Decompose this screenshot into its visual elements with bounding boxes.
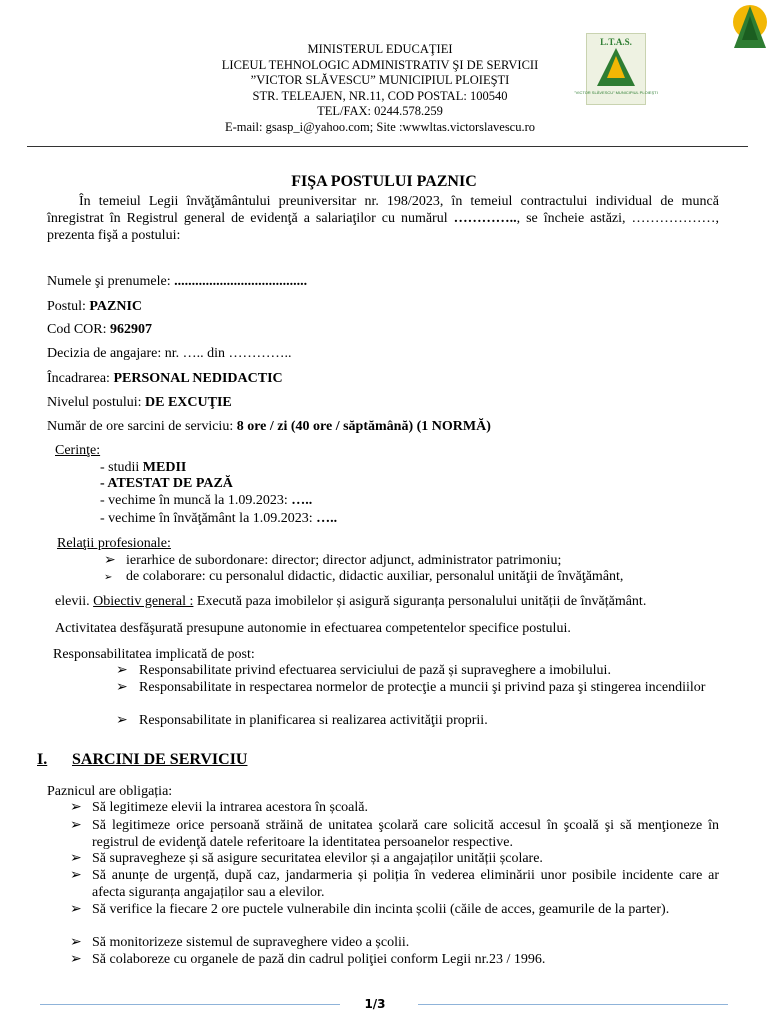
footer-line-left bbox=[40, 1004, 340, 1005]
arrow-bullet-icon: ➢ bbox=[116, 713, 128, 728]
field-ore-value: 8 ore / zi (40 ore / săptămână) (1 NORMĂ) bbox=[236, 419, 491, 434]
section-heading bbox=[37, 751, 247, 769]
obiectiv-line bbox=[55, 594, 646, 610]
arrow-bullet-icon: ➢ bbox=[70, 800, 82, 815]
vechime-munca-label: - vechime în muncă la 1.09.2023: bbox=[100, 493, 292, 508]
vechime-inv-label: - vechime în învăţământ la 1.09.2023: bbox=[100, 511, 317, 526]
responsabilitate-item bbox=[116, 663, 719, 680]
vechime-munca-value: ….. bbox=[291, 493, 313, 508]
field-post-label: Postul: bbox=[47, 299, 90, 314]
cerinte-label: Cerinţe: bbox=[55, 443, 101, 458]
field-name-value: ...................................... bbox=[174, 274, 308, 289]
field-incadrare-value: PERSONAL NEDIDACTIC bbox=[113, 371, 283, 386]
field-cor-label: Cod COR: bbox=[47, 322, 111, 337]
field-nivel-label: Nivelul postului: bbox=[47, 395, 145, 410]
section-number: I. bbox=[37, 751, 48, 768]
relatii-item bbox=[104, 569, 623, 585]
obligatie-item bbox=[70, 851, 719, 868]
header-line-school: LICEUL TEHNOLOGIC ADMINISTRATIV ŞI DE SERVICII bbox=[221, 57, 539, 72]
obiectiv-label: Obiectiv general : bbox=[93, 594, 194, 609]
relatii-continuation: elevii. bbox=[55, 594, 94, 609]
header-line-phone: TEL/FAX: 0244.578.259 bbox=[317, 104, 443, 119]
vechime-inv-value: ….. bbox=[316, 511, 338, 526]
obligatie-item bbox=[70, 935, 719, 952]
obligatie-item bbox=[70, 800, 719, 817]
field-incadrare bbox=[47, 371, 283, 387]
header-divider bbox=[27, 146, 748, 147]
obligatie-text: Să monitorizeze sistemul de supraveghere video a școlii. bbox=[92, 935, 410, 950]
field-ore-label: Număr de ore sarcini de serviciu: bbox=[47, 419, 237, 434]
header-line-name: ”VICTOR SLĂVESCU” MUNICIPIUL PLOIEŞTI bbox=[250, 73, 510, 88]
field-decizie: Decizia de angajare: nr. ….. din ………….. bbox=[47, 346, 292, 361]
corner-logo-icon bbox=[728, 0, 768, 52]
arrow-bullet-icon: ➢ bbox=[70, 851, 82, 866]
obligatie-item bbox=[70, 952, 719, 969]
intro-dots: ………….. bbox=[453, 211, 517, 226]
intro-text-1: În temeiul Legii învăţământului preuniversitar nr. 198/2023, în temeiul contractului individual de muncă înregistrat în Registrul general de evidenţă a salariaţilor cu numărul bbox=[47, 194, 719, 226]
relatii-item-text: ierarhice de subordonare: director; director adjunct, administrator patrimoniu; bbox=[126, 553, 562, 568]
header-line-contact: E-mail: gsasp_i@yahoo.com; Site :wwwltas.victorslavescu.ro bbox=[224, 119, 536, 134]
field-cor bbox=[47, 322, 152, 338]
arrow-bullet-icon: ➢ bbox=[70, 902, 82, 917]
field-name-label: Numele şi prenumele: bbox=[47, 274, 175, 289]
obligatie-text: Să legitimeze orice persoană străină de unitatea şcolară care solicită accesul în şcoală şi să menţioneze în registrul de evidenţă datele referitoare la identitatea persoanelor respective. bbox=[92, 818, 719, 850]
responsabilitate-text: Responsabilitate in respectarea normelor de protecţie a muncii şi privind paza şi stingerea incendiilor bbox=[139, 680, 706, 695]
institution-header bbox=[150, 42, 610, 136]
arrow-bullet-icon: ➢ bbox=[104, 553, 116, 568]
field-post bbox=[47, 299, 142, 315]
cerinte-vechime-inv bbox=[100, 511, 337, 527]
responsabilitate-item bbox=[116, 713, 719, 730]
obligatie-text: Să verifice la fiecare 2 ore puctele vulnerabile din incinta școlii (căile de acces, geamurile de la parter). bbox=[92, 902, 670, 917]
corner-logo bbox=[728, 0, 768, 52]
activitate-text: Activitatea desfăşurată presupune autonomie in efectuarea competentelor specifice postului. bbox=[55, 621, 571, 636]
obligatie-item bbox=[70, 868, 719, 901]
cerinte-studii-value: MEDII bbox=[142, 460, 187, 475]
school-logo bbox=[574, 33, 658, 105]
page-number: 1/3 bbox=[364, 997, 386, 1011]
obligatie-item bbox=[70, 902, 719, 919]
intro-paragraph bbox=[47, 193, 719, 244]
cerinte-studii bbox=[100, 460, 186, 476]
arrow-bullet-icon: ➢ bbox=[70, 952, 82, 967]
field-ore bbox=[47, 419, 491, 435]
logo-text: L.T.A.S. bbox=[600, 37, 632, 47]
intro-text-2: , se încheie astăzi, ………………, prezenta fişă a postului: bbox=[47, 211, 719, 243]
relatii-item-text: de colaborare: cu personalul didactic, didactic auxiliar, personalul unităţii de învăţământ, bbox=[126, 569, 624, 584]
obligatie-text: Să supravegheze și să asigure securitatea elevilor și a angajaților unității școlare. bbox=[92, 851, 543, 866]
field-incadrare-label: Încadrarea: bbox=[47, 371, 114, 386]
obligatie-text: Să legitimeze elevii la intrarea acestora în școală. bbox=[92, 800, 368, 815]
field-post-value: PAZNIC bbox=[89, 299, 143, 314]
arrow-bullet-icon: ➢ bbox=[70, 868, 82, 883]
arrow-bullet-icon: ➢ bbox=[70, 818, 82, 833]
obligatii-label: Paznicul are obligația: bbox=[47, 784, 173, 799]
document-title: FIŞA POSTULUI PAZNIC bbox=[291, 173, 477, 190]
obligatie-text: Să colaboreze cu organele de pază din cadrul poliţiei conform Legii nr.23 / 1996. bbox=[92, 952, 546, 967]
cerinte-vechime-munca bbox=[100, 493, 312, 509]
field-nivel-value: DE EXCUŢIE bbox=[145, 395, 232, 410]
arrow-bullet-icon: ➢ bbox=[70, 935, 82, 950]
arrow-bullet-icon: ➢ bbox=[104, 572, 113, 583]
footer-line-right bbox=[418, 1004, 728, 1005]
field-name bbox=[47, 274, 307, 290]
arrow-bullet-icon: ➢ bbox=[116, 663, 128, 678]
relatii-item bbox=[104, 552, 561, 569]
logo-subtext: ”VICTOR SLĂVESCU” MUNICIPIUL PLOIEŞTI bbox=[574, 90, 658, 95]
cerinte-studii-label: - studii bbox=[100, 460, 143, 475]
obligatie-text: Să anunțe de urgență, după caz, jandarmeria și poliția în vederea eliminării unor posibile incidente care ar afecta siguranța angajaților sau a elevilor. bbox=[92, 868, 719, 900]
header-line-ministry: MINISTERUL EDUCAŢIEI bbox=[307, 42, 453, 56]
header-line-address: STR. TELEAJEN, NR.11, COD POSTAL: 100540 bbox=[252, 88, 508, 103]
relatii-label: Relaţii profesionale: bbox=[57, 536, 171, 551]
responsabilitati-label: Responsabilitatea implicată de post: bbox=[53, 647, 255, 662]
field-nivel bbox=[47, 395, 232, 411]
arrow-bullet-icon: ➢ bbox=[116, 680, 128, 695]
section-title: SARCINI DE SERVICIU bbox=[72, 751, 248, 768]
school-logo-icon bbox=[574, 34, 658, 104]
obiectiv-text: Execută paza imobilelor și asigură siguranța personalului unității de învățământ. bbox=[193, 594, 647, 609]
responsabilitate-item bbox=[116, 680, 719, 697]
responsabilitate-text: Responsabilitate privind efectuarea serviciului de pază și supraveghere a imobilului. bbox=[139, 663, 611, 678]
field-cor-value: 962907 bbox=[110, 322, 153, 337]
cerinte-atestat: - ATESTAT DE PAZĂ bbox=[100, 476, 233, 491]
responsabilitate-text: Responsabilitate in planificarea si realizarea activităţii proprii. bbox=[139, 713, 488, 728]
obligatie-item bbox=[70, 818, 719, 851]
